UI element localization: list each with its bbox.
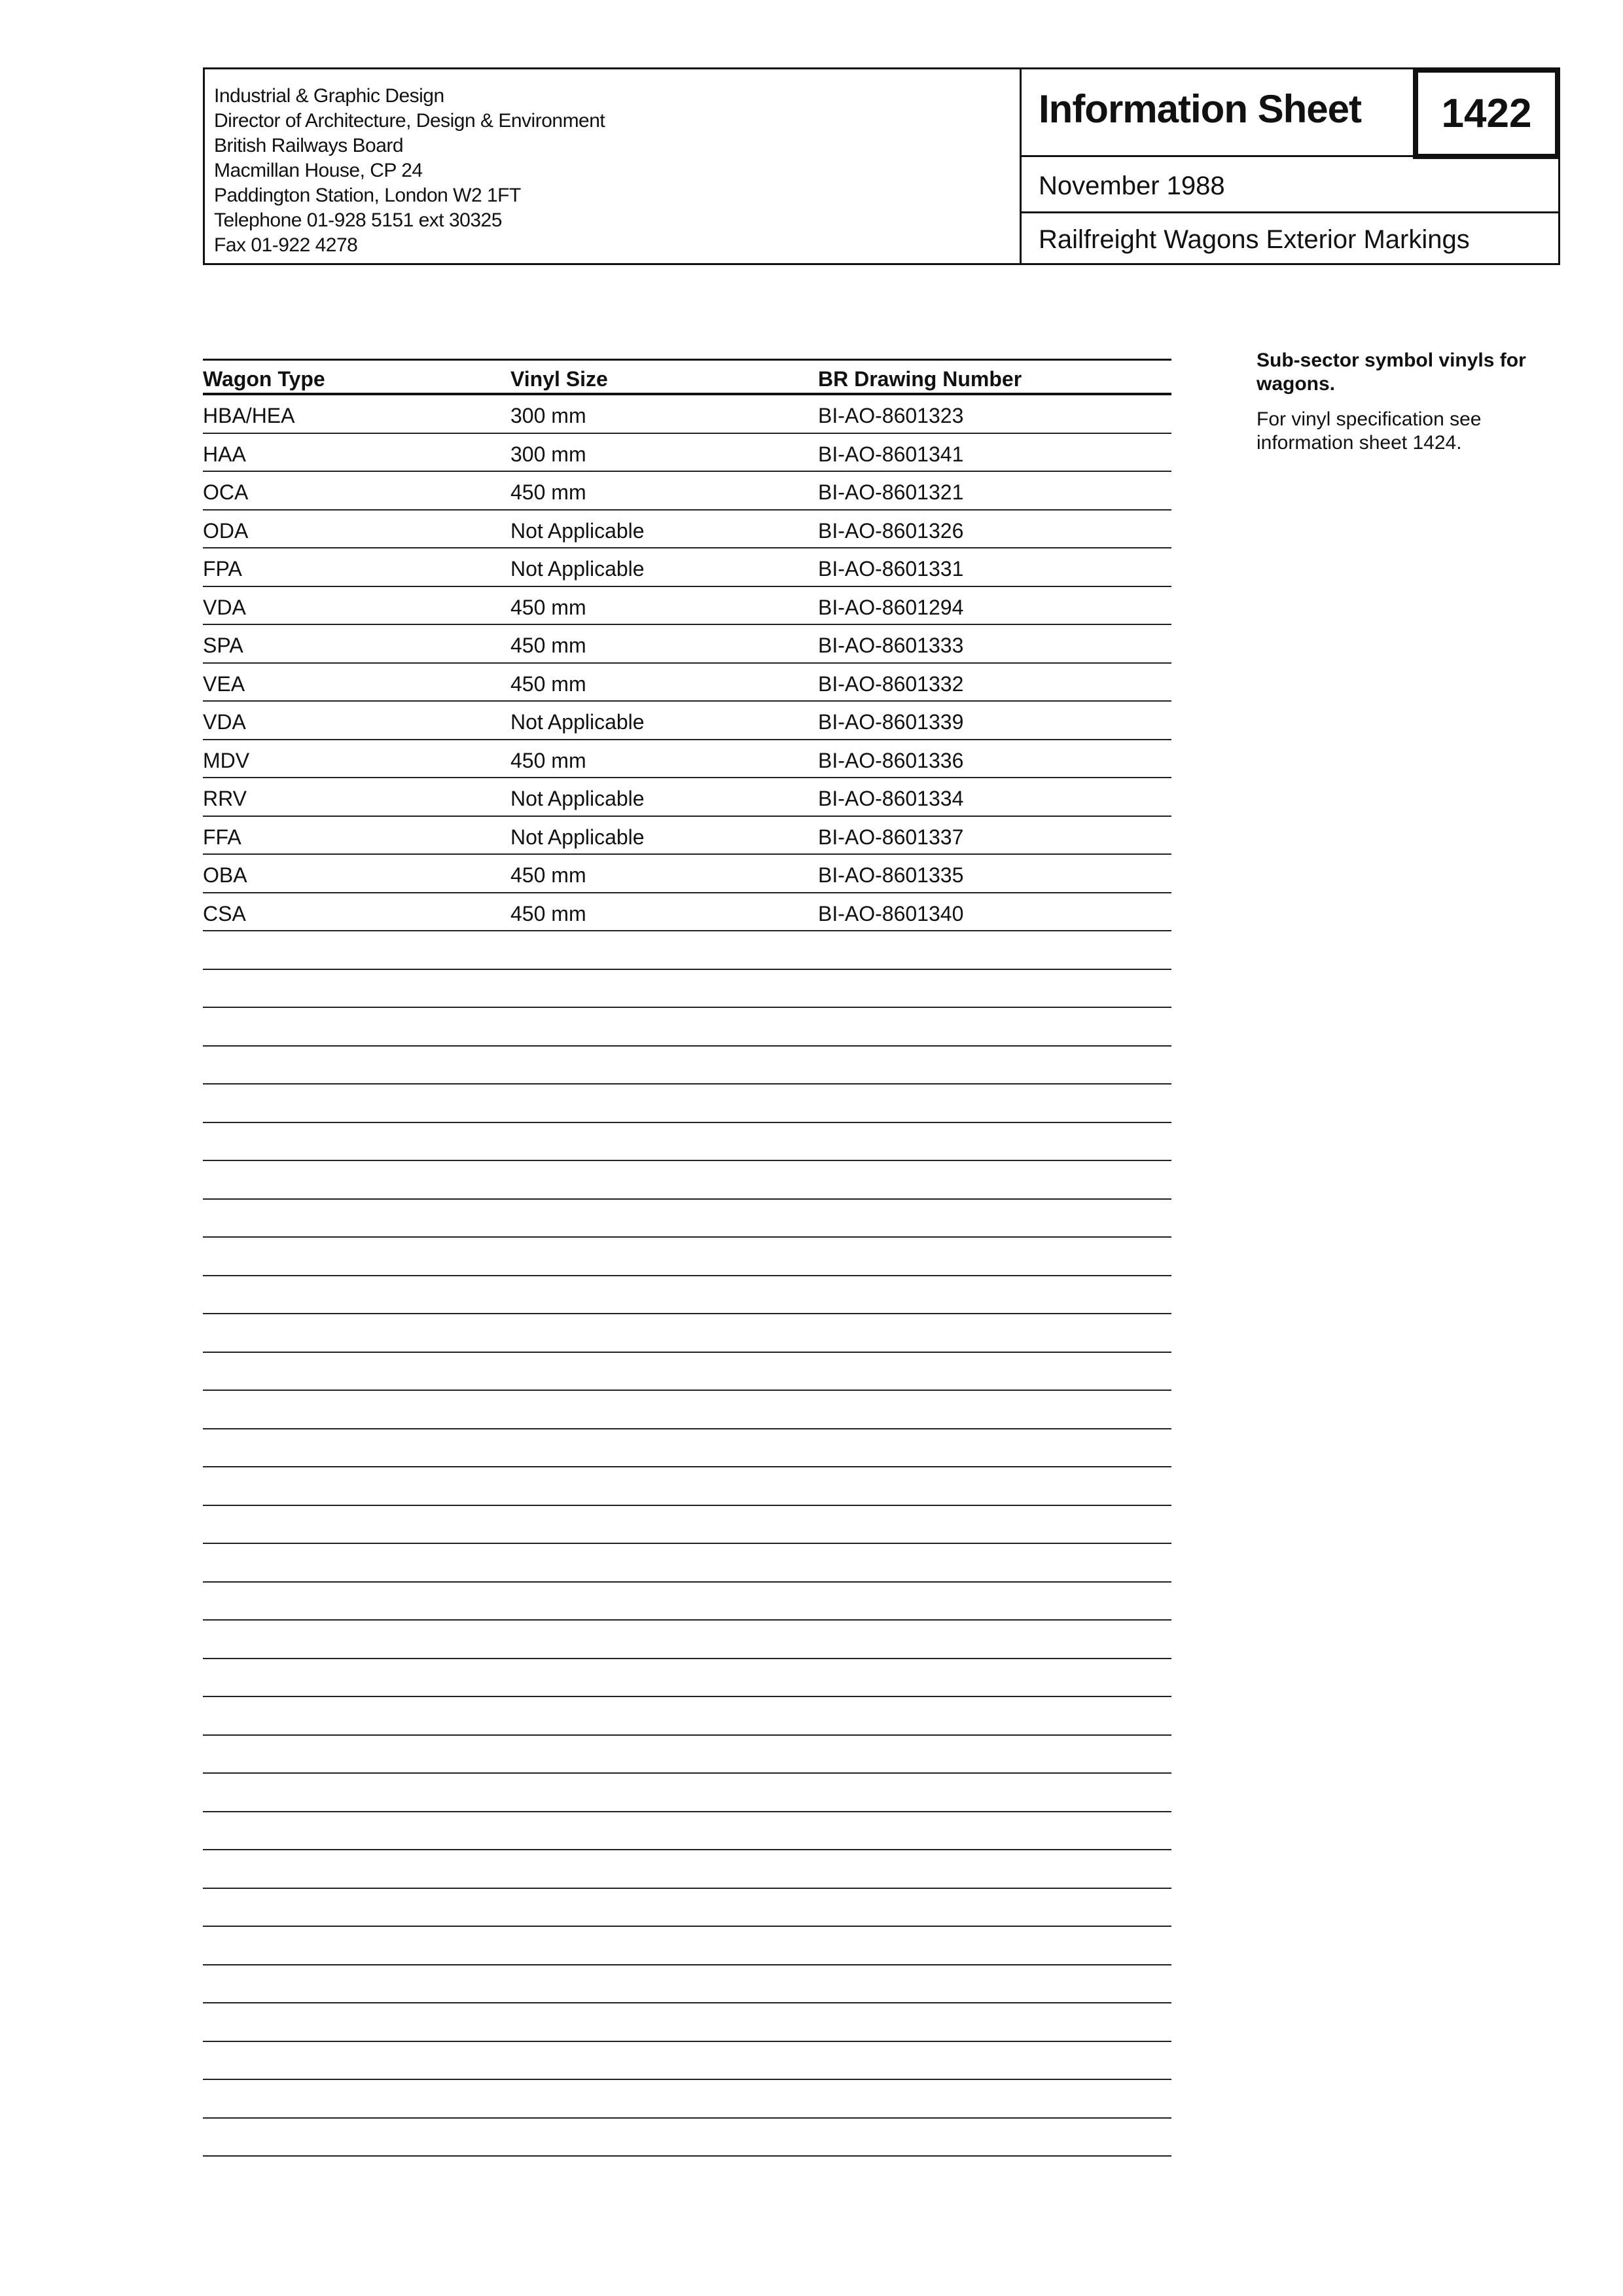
table-row — [203, 740, 1171, 779]
ruled-line — [203, 931, 1171, 970]
ruled-line — [203, 1353, 1171, 1391]
cell-wagon-type: HAA — [203, 442, 246, 466]
cell-vinyl-size: 300 mm — [510, 442, 586, 466]
ruled-line — [203, 1659, 1171, 1698]
table-row — [203, 511, 1171, 549]
cell-vinyl-size: Not Applicable — [510, 557, 645, 581]
table-row — [203, 817, 1171, 855]
table-row — [203, 855, 1171, 893]
ruled-line — [203, 1200, 1171, 1238]
cell-drawing-number: BI-AO-8601335 — [818, 863, 964, 888]
cell-drawing-number: BI-AO-8601336 — [818, 748, 964, 772]
cell-wagon-type: HBA/HEA — [203, 404, 295, 428]
cell-drawing-number: BI-AO-8601326 — [818, 518, 964, 543]
cell-drawing-number: BI-AO-8601339 — [818, 710, 964, 734]
address-block — [205, 69, 1022, 263]
cell-vinyl-size: 450 mm — [510, 748, 586, 772]
cell-wagon-type: SPA — [203, 634, 243, 658]
cell-vinyl-size: Not Applicable — [510, 710, 645, 734]
ruled-line — [203, 1889, 1171, 1928]
ruled-line — [203, 2003, 1171, 2042]
cell-vinyl-size: 450 mm — [510, 672, 586, 696]
cell-vinyl-size: 450 mm — [510, 480, 586, 505]
cell-wagon-type: VEA — [203, 672, 245, 696]
cell-vinyl-size: 450 mm — [510, 595, 586, 619]
cell-wagon-type: FPA — [203, 557, 242, 581]
address-line: Macmillan House, CP 24 — [214, 160, 423, 181]
cell-vinyl-size: 300 mm — [510, 404, 586, 428]
blank-ruled-lines — [203, 931, 1171, 2157]
cell-wagon-type: FFA — [203, 825, 241, 849]
cell-wagon-type: OBA — [203, 863, 247, 888]
ruled-line — [203, 1583, 1171, 1621]
cell-wagon-type: OCA — [203, 480, 249, 505]
address-line: Telephone 01-928 5151 ext 30325 — [214, 209, 502, 231]
table-row — [203, 587, 1171, 626]
header-box — [203, 67, 1560, 265]
ruled-line — [203, 1008, 1171, 1047]
cell-wagon-type: VDA — [203, 595, 246, 619]
cell-drawing-number: BI-AO-8601321 — [818, 480, 964, 505]
ruled-line — [203, 1276, 1171, 1315]
ruled-line — [203, 1544, 1171, 1583]
cell-drawing-number: BI-AO-8601340 — [818, 901, 964, 925]
cell-vinyl-size: 450 mm — [510, 634, 586, 658]
side-note-body: For vinyl specification see information sheet 1424. — [1257, 408, 1482, 454]
cell-drawing-number: BI-AO-8601333 — [818, 634, 964, 658]
ruled-line — [203, 1161, 1171, 1200]
cell-vinyl-size: 450 mm — [510, 901, 586, 925]
cell-wagon-type: RRV — [203, 787, 247, 811]
cell-drawing-number: BI-AO-8601334 — [818, 787, 964, 811]
ruled-line — [203, 1429, 1171, 1468]
sheet-subject: Railfreight Wagons Exterior Markings — [1039, 225, 1470, 254]
ruled-line — [203, 1314, 1171, 1353]
table-row — [203, 625, 1171, 664]
table-row — [203, 664, 1171, 702]
address-line: Fax 01-922 4278 — [214, 234, 358, 256]
ruled-line — [203, 1965, 1171, 2004]
sheet-title: Information Sheet — [1022, 69, 1414, 157]
ruled-line — [203, 1047, 1171, 1085]
cell-vinyl-size: 450 mm — [510, 863, 586, 888]
ruled-line — [203, 2119, 1171, 2157]
ruled-line — [203, 1812, 1171, 1851]
column-header-wagon-type: Wagon Type — [203, 367, 325, 391]
cell-drawing-number: BI-AO-8601337 — [818, 825, 964, 849]
ruled-line — [203, 1774, 1171, 1812]
address-line: British Railways Board — [214, 135, 404, 156]
ruled-line — [203, 2042, 1171, 2081]
ruled-line — [203, 970, 1171, 1009]
cell-vinyl-size: Not Applicable — [510, 825, 645, 849]
cell-drawing-number: BI-AO-8601323 — [818, 404, 964, 428]
address-line: Paddington Station, London W2 1FT — [214, 185, 521, 206]
table-row — [203, 472, 1171, 511]
sheet-number: 1422 — [1413, 67, 1560, 159]
table-row — [203, 778, 1171, 817]
table-row — [203, 702, 1171, 740]
address-line: Industrial & Graphic Design — [214, 85, 444, 107]
ruled-line — [203, 1085, 1171, 1123]
ruled-line — [203, 1506, 1171, 1545]
table-row — [203, 548, 1171, 587]
cell-vinyl-size: Not Applicable — [510, 518, 645, 543]
cell-drawing-number: BI-AO-8601341 — [818, 442, 964, 466]
side-note-heading: Sub-sector symbol vinyls for wagons. — [1257, 350, 1526, 395]
column-header-vinyl-size: Vinyl Size — [510, 367, 608, 391]
ruled-line — [203, 1467, 1171, 1506]
table-row — [203, 395, 1171, 434]
cell-drawing-number: BI-AO-8601294 — [818, 595, 964, 619]
ruled-line — [203, 1927, 1171, 1965]
cell-wagon-type: CSA — [203, 901, 246, 925]
side-note — [1257, 349, 1544, 455]
cell-wagon-type: MDV — [203, 748, 250, 772]
ruled-line — [203, 1123, 1171, 1162]
cell-drawing-number: BI-AO-8601331 — [818, 557, 964, 581]
ruled-line — [203, 1621, 1171, 1659]
cell-wagon-type: VDA — [203, 710, 246, 734]
ruled-line — [203, 2080, 1171, 2119]
table-header — [203, 359, 1171, 395]
cell-vinyl-size: Not Applicable — [510, 787, 645, 811]
table-body — [203, 395, 1171, 931]
ruled-line — [203, 1391, 1171, 1429]
address-line: Director of Architecture, Design & Environment — [214, 110, 605, 132]
cell-drawing-number: BI-AO-8601332 — [818, 672, 964, 696]
ruled-line — [203, 1850, 1171, 1889]
sheet-date: November 1988 — [1022, 157, 1558, 213]
table-row — [203, 434, 1171, 473]
ruled-line — [203, 1238, 1171, 1276]
ruled-line — [203, 1697, 1171, 1736]
table-row — [203, 893, 1171, 932]
cell-wagon-type: ODA — [203, 518, 249, 543]
column-header-drawing-number: BR Drawing Number — [818, 367, 1022, 391]
wagon-vinyl-table — [203, 359, 1171, 2157]
ruled-line — [203, 1736, 1171, 1774]
